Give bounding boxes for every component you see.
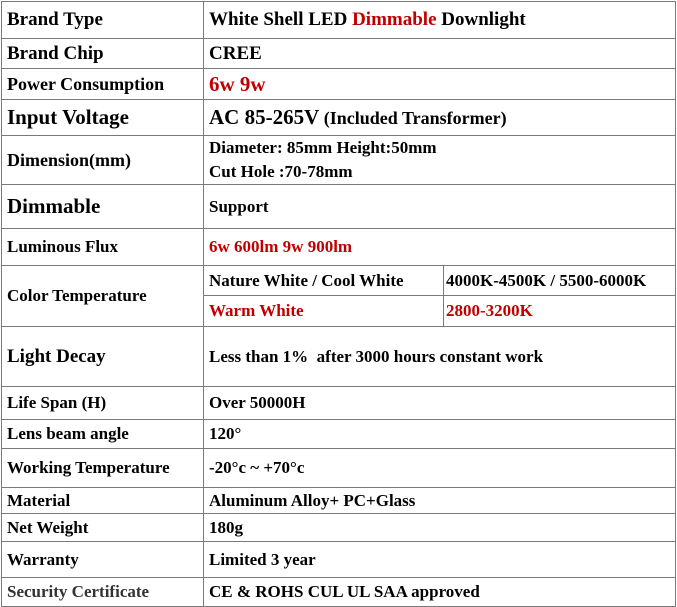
- value-power: 6w 9w: [204, 69, 676, 100]
- label-life-span: Life Span (H): [2, 387, 204, 420]
- value-life-span: Over 50000H: [204, 387, 676, 420]
- label-beam-angle: Lens beam angle: [2, 420, 204, 449]
- color-temp-range-1: 4000K-4500K / 5500-6000K: [444, 266, 676, 296]
- brand-type-text: White Shell LED: [209, 9, 353, 30]
- value-brand-chip: CREE: [204, 39, 676, 69]
- table-row: [2, 542, 676, 578]
- dimension-line-2: Cut Hole :70-78mm: [209, 162, 353, 181]
- label-security: Security Certificate: [2, 578, 204, 607]
- label-warranty: Warranty: [2, 542, 204, 578]
- value-dimmable: Support: [204, 185, 676, 229]
- color-temp-name-2: Warm White: [204, 296, 444, 327]
- label-brand-type: Brand Type: [2, 2, 204, 39]
- table-row: [2, 449, 676, 488]
- table-row: [2, 327, 676, 387]
- label-light-decay: Light Decay: [2, 327, 204, 387]
- label-power: Power Consumption: [2, 69, 204, 100]
- label-net-weight: Net Weight: [2, 514, 204, 542]
- label-dimmable: Dimmable: [2, 185, 204, 229]
- value-luminous-flux: 6w 600lm 9w 900lm: [204, 229, 676, 266]
- color-temp-range-2: 2800-3200K: [444, 296, 676, 327]
- table-row: [2, 185, 676, 229]
- label-working-temp: Working Temperature: [2, 449, 204, 488]
- table-row: [2, 266, 676, 296]
- value-beam-angle: 120°: [204, 420, 676, 449]
- value-working-temp: -20°c ~ +70°c: [204, 449, 676, 488]
- dimension-line-1: Diameter: 85mm Height:50mm: [209, 138, 437, 157]
- brand-type-highlight: Dimmable: [352, 9, 437, 30]
- label-color-temperature: Color Temperature: [2, 266, 204, 327]
- spec-table: [1, 1, 676, 607]
- table-row: [2, 514, 676, 542]
- input-voltage-note: (Included Transformer): [319, 108, 507, 128]
- table-row: [2, 488, 676, 514]
- value-brand-type: [204, 2, 676, 39]
- value-dimension: [204, 136, 676, 185]
- brand-type-suffix: Downlight: [436, 9, 526, 30]
- value-input-voltage: [204, 100, 676, 136]
- input-voltage-main: AC 85-265V: [209, 105, 320, 129]
- table-row: [2, 69, 676, 100]
- table-row: [2, 229, 676, 266]
- value-net-weight: 180g: [204, 514, 676, 542]
- label-input-voltage: Input Voltage: [2, 100, 204, 136]
- value-warranty: Limited 3 year: [204, 542, 676, 578]
- table-row: [2, 578, 676, 607]
- color-temp-name-1: Nature White / Cool White: [204, 266, 444, 296]
- table-row: [2, 2, 676, 39]
- table-row: [2, 420, 676, 449]
- label-luminous-flux: Luminous Flux: [2, 229, 204, 266]
- value-security: CE & ROHS CUL UL SAA approved: [204, 578, 676, 607]
- value-light-decay: Less than 1% after 3000 hours constant work: [204, 327, 676, 387]
- table-row: [2, 39, 676, 69]
- value-material: Aluminum Alloy+ PC+Glass: [204, 488, 676, 514]
- label-material: Material: [2, 488, 204, 514]
- label-dimension: Dimension(mm): [2, 136, 204, 185]
- table-row: [2, 100, 676, 136]
- table-row: [2, 387, 676, 420]
- table-row: [2, 136, 676, 185]
- label-brand-chip: Brand Chip: [2, 39, 204, 69]
